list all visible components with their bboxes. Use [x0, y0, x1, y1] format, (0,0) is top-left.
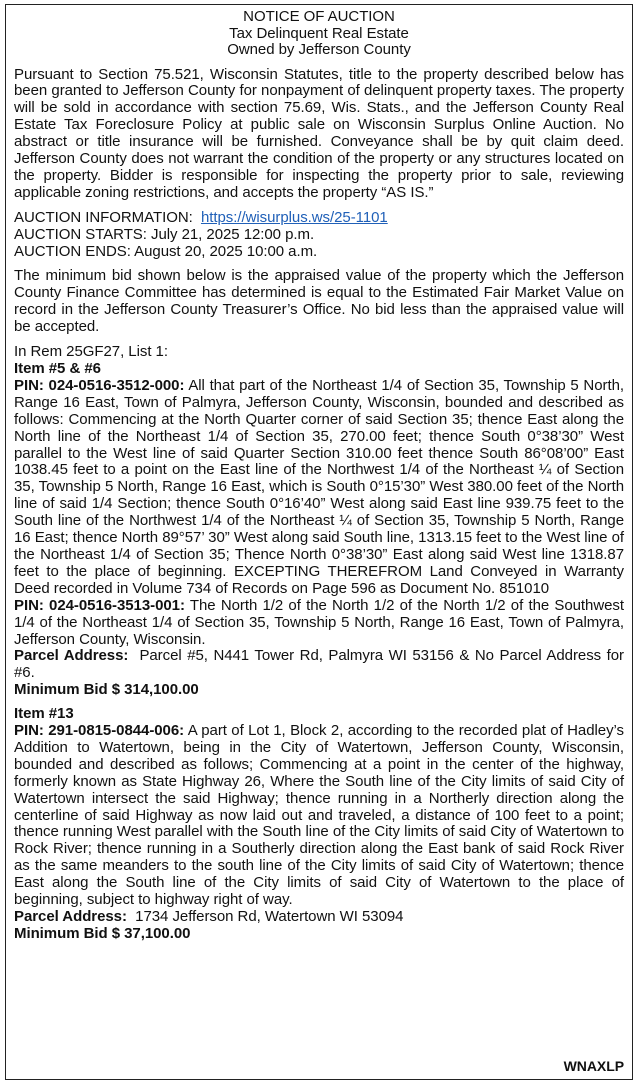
auction-info-line: [14, 210, 624, 227]
legal-description: A part of Lot 1, Block 2, according to the recorded plat of Hadley’s Addition to Watertown, being in the City of Watertown, Jefferson County, Wisconsin, bounded and described as follows; Commencing at a point in the center of the highway, formerly known as State Highway 26, Where the South line of the City limits of said City of Watertown intersect the said Highway; thence running in a Northerly direction along the centerline of said Highway as now laid out and traveled, a distance of 100 feet to a point; thence running West parallel with the South line of the City limits of said City of Watertown to Rock River; thence running in a Southerly direction along the East bank of said Rock River as the same meanders to the south line of the City limits of said City of Watertown; thence East along the South line of the City limits of said City of Watertown to the place of beginning, subject to highway right of way.: [14, 722, 624, 909]
item-heading: Item #13: [14, 705, 74, 723]
address-value: 1734 Jefferson Rd, Watertown WI 53094: [135, 908, 404, 925]
pin-label: PIN: 024-0516-3512-000:: [14, 376, 185, 394]
pin-label: PIN: 291-0815-0844-006:: [14, 722, 185, 740]
notice-subtitle-owner: Owned by Jefferson County: [227, 41, 411, 58]
auction-ends: AUCTION ENDS: August 20, 2025 10:00 a.m.: [14, 242, 318, 260]
notice-header: [14, 9, 624, 59]
item-13: [14, 706, 624, 943]
auction-starts: AUCTION STARTS: July 21, 2025 12:00 p.m.: [14, 225, 315, 243]
address-value: Parcel #5, N441 Tower Rd, Palmyra WI 53156 & No Parcel Address for #6.: [14, 647, 624, 682]
minimum-bid: Minimum Bid $ 314,100.00: [14, 681, 199, 699]
address-label: Parcel Address:: [14, 647, 129, 665]
notice-title: NOTICE OF AUCTION: [243, 8, 395, 25]
legal-description: The North 1/2 of the North 1/2 of the North 1/2 of the Southwest 1/4 of the Northeast 1/4 of Section 35, Township 5 North, Range 16 East, Town of Palmyra, Jefferson County, Wisconsin.: [14, 596, 624, 648]
parcel-address: [14, 909, 624, 926]
auction-info-label: AUCTION INFORMATION:: [14, 208, 193, 226]
minimum-bid-note: The minimum bid shown below is the appraised value of the property which the Jefferson County Finance Committee has determined is equal to the Estimated Fair Market Value on record in the Jefferson County Treasurer’s Office. No bid less than the appraised value will be accepted.: [14, 267, 624, 336]
parcel-description: [14, 598, 624, 649]
auction-notice: [5, 4, 633, 1080]
item-heading: Item #5 & #6: [14, 360, 101, 377]
publication-code: WNAXLP: [563, 1058, 624, 1075]
intro-paragraph: Pursuant to Section 75.521, Wisconsin Statutes, title to the property described below has been granted to Jefferson County for nonpayment of delinquent property taxes. The property will be sold in accordance with section 75.69, Wis. Stats., and the Jefferson County Real Estate Tax Foreclosure Policy at public sale on Wisconsin Surplus Online Auction. No abstract or title insurance will be furnished. Conveyance shall be by quit claim deed. Jefferson County does not warrant the condition of the property or any structures located on the property. Bidder is responsible for inspecting the property prior to sale, reviewing applicable zoning restrictions, and accepts the property “AS IS.”: [14, 65, 624, 201]
parcel-address: [14, 648, 624, 682]
item-5-6: [14, 361, 624, 699]
legal-description: All that part of the Northeast 1/4 of Section 35, Township 5 North, Range 16 East, Town of Palmyra, Jefferson County, Wisconsin, bounded and described as follows: Commencing at the North Quarter corner of said Section 35; thence East along the North line of the Northeast 1/4 of Section 35, 270.00 feet; thence South 0°38’30” West parallel to the West line of said Quarter Section 310.00 feet thence South 86°08’00” East 1038.45 feet to a point on the East line of the Northwest 1/4 of the Northeast ¼ of Section 35, Township 5 North, Range 16 East, which is South 0°15’30” West 380.00 feet of the North line of said 1/4 Section; thence South 0°16’40” West along said East line 939.75 feet to the South line of the Northwest 1/4 of the Northeast ¼ of Section 35, Township 5 North, Range 16 East; thence North 89°57’ 30” West along said South line, 1313.15 feet to the West line of the Northeast 1/4 of Section 35; Thence North 0°38’30” East along said West line 1318.87 feet to the place of beginning. EXCEPTING THEREFROM Land Conveyed in Warranty Deed recorded in Volume 734 of Records on Page 596 as Document No. 851010: [14, 376, 624, 597]
minimum-bid: Minimum Bid $ 37,100.00: [14, 924, 191, 942]
address-label: Parcel Address:: [14, 908, 127, 925]
auction-link[interactable]: https://wisurplus.ws/25-1101: [200, 208, 388, 226]
parcel-description: [14, 378, 624, 598]
parcel-description: [14, 723, 624, 909]
notice-subtitle: Tax Delinquent Real Estate: [229, 24, 409, 42]
in-rem-list: In Rem 25GF27, List 1:: [14, 343, 168, 361]
auction-info: [14, 210, 624, 261]
pin-label: PIN: 024-0516-3513-001:: [14, 596, 185, 614]
